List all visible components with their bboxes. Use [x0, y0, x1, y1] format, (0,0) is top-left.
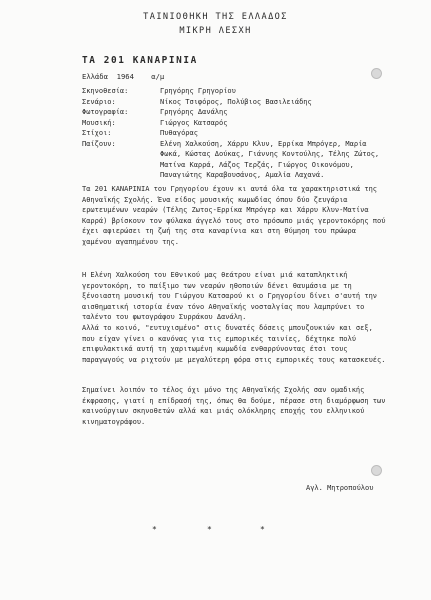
credit-row-photography — [82, 107, 390, 118]
author-signature: Αγλ. Μητροπούλου — [306, 484, 374, 492]
punch-hole — [371, 68, 382, 79]
review-paragraph: Η Ελένη Χαλκούση του Εθνικού μας θεάτρου είναι μιά καταπληκτική γεροντοκόρη, το παίξιμο των νεαρών ηθοποιών δένει θαυμάσια με τη ξένοιαστη μουσική του Γιώργου Κατσαρού κι ο Γρηγορίου δίνει σ'αυτή την αισθηματική ιστορία έναν τόνο Αθηναϊκής νοσταλγίας που λαμπρύνει το ταλέντο του φωτογράφου Συρράκου Δανάλη. — [82, 271, 378, 321]
film-country: Ελλάδα — [82, 72, 108, 81]
credit-value: Γρηγόρης Δανάλης — [160, 108, 228, 116]
separator-star: * — [260, 525, 265, 534]
review-paragraph: Αλλά το κοινό, "ευτυχισμένο" στις δυνατές δόσεις μπουζουκιών και σεξ, που είχαν γίνει ο κανόνας για τις εμπορικές ταινίες, δέχτηκε πολύ επιφυλακτικά αυτή τη χαριτωμένη κωμωδία ενθαρρύνοντας έτσι τους παραγωγούς να ριχτούν με μεγαλύτερη φόρα στις εμπορικές τους κατασκευές. — [82, 324, 386, 364]
institution-name: ΤΑΙΝΙΟΘΗΚΗ ΤΗΣ ΕΛΛΑΔΟΣ — [143, 12, 288, 22]
credit-value: Πυθαγόρας — [160, 129, 198, 137]
credit-value: Γιώργος Κατσαρός — [160, 118, 228, 127]
credit-row-cast — [82, 139, 390, 181]
film-format: α/μ — [151, 72, 165, 81]
credit-label: Στίχοι: — [82, 129, 112, 137]
credit-value: Γρηγόρης Γρηγορίου — [160, 87, 236, 95]
separator-star: * — [207, 525, 212, 534]
separator-star: * — [152, 525, 157, 534]
film-year: 1964 — [116, 72, 134, 81]
review-paragraph: Σημαίνει λοιπόν το τέλος όχι μόνο της Αθηναϊκής Σχολής σαν ομαδικής έκφρασης, γιατί η επίδρασή της, όπως θα δούμε, πέρασε στη διαμόρφωση των καινούργιων σκηνοθετών αλλά και μιάς ολόκληρης εποχής του ελληνικού κινηματογράφου. — [82, 386, 386, 426]
credit-row-music — [82, 118, 390, 129]
film-title: ΤΑ 201 ΚΑΝΑΡΙΝΙΑ — [82, 55, 198, 66]
club-name: ΜΙΚΡΗ ΛΕΣΧΗ — [179, 26, 252, 36]
credit-label: Παίζουν: — [82, 139, 116, 148]
film-info-line — [82, 72, 164, 81]
credit-row-director — [82, 86, 390, 97]
credit-value: Ελένη Χαλκούση, Χάρρυ Κλυν, Ερρίκα Μπρόγερ, Μαρία Φωκά, Κώστας Δούκας, Γιάννης Κοντούλης, Τέλης Ζώτος, Ματίνα Καρρά, Λάζος Τερζάς, Γιώργος Οικονόμου, Παναγιώτης Καραβουσάνος, Αμαλία Λαχανά. — [160, 139, 380, 179]
credit-label: Σενάριο: — [82, 97, 116, 106]
credit-label: Μουσική: — [82, 118, 116, 127]
credit-row-screenplay — [82, 97, 390, 108]
credit-value: Νίκος Τσιφόρος, Πολύβιος Βασιλειάδης — [160, 97, 312, 106]
punch-hole — [371, 465, 382, 476]
credit-label: Φωτογραφία: — [82, 108, 129, 116]
credit-row-lyrics — [82, 128, 390, 139]
credit-label: Σκηνοθεσία: — [82, 87, 129, 95]
review-paragraph: Τα 201 ΚΑΝΑΡΙΝΙΑ του Γρηγορίου έχουν κι αυτά όλα τα χαρακτηριστικά της Αθηναϊκής Σχολής. Ένα είδος μουσικής κωμωδίας όπου δύο ζευγάρια ερωτευμένων νεαρών (Τέλης Ζωτος-Ερρίκα Μπρόγερ και Χάρρυ Κλυν-Ματίνα Καρρά) βρίσκουν τον φύλακα άγγελό τους στο πρόσωπο μιάς γεροντοκόρης πού έχει αφιερώσει τη ζωή της στα καναρίνια και στη θύμηση του πρώωρα χαμένου αγαπημένου της. — [82, 185, 386, 246]
credits-block — [82, 86, 390, 181]
